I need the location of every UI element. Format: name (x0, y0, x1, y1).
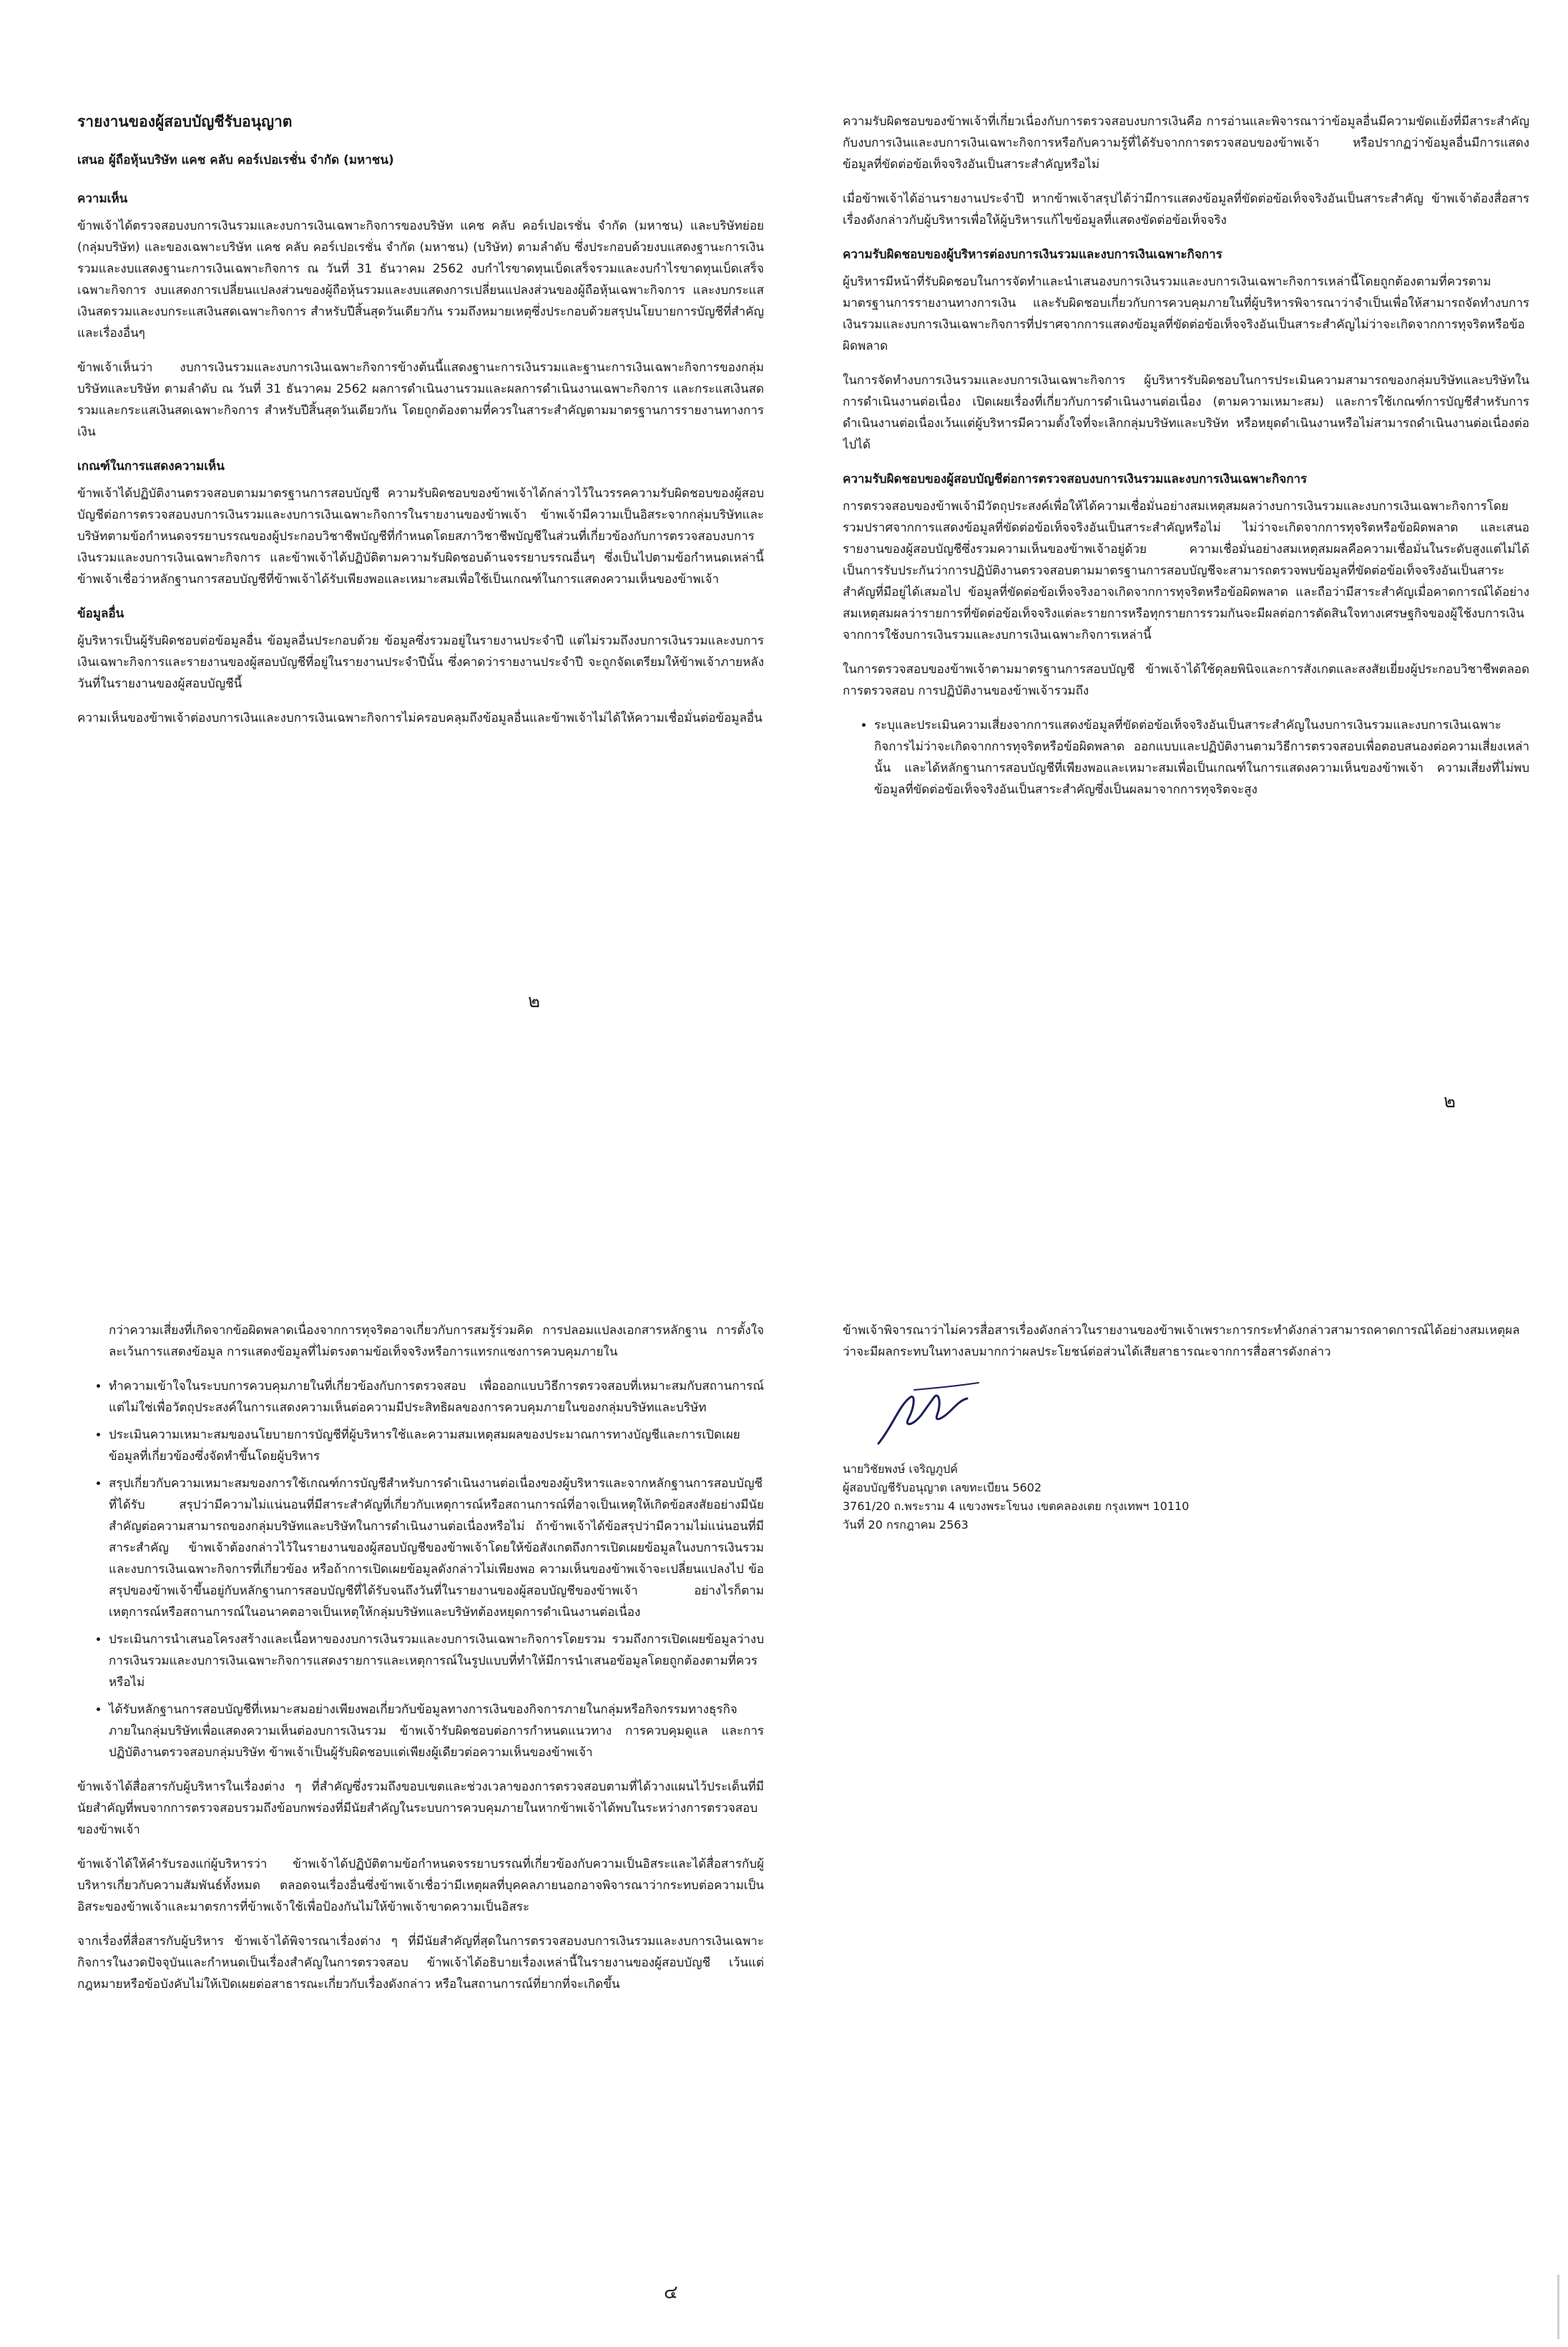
basis-paragraph: ข้าพเจ้าได้ปฏิบัติงานตรวจสอบตามมาตรฐานการสอบบัญชี ความรับผิดชอบของข้าพเจ้าได้กล่าวไว้ในวรรคความรับผิดชอบของผู้สอบบัญชีต่อการตรวจสอบงบการเงินรวมและงบการเงินเฉพาะกิจการในรายงานของข้าพเจ้า ข้าพเจ้ามีความเป็นอิสระจากกลุ่มบริษัทและบริษัทตามข้อกำหนดจรรยาบรรณของผู้ประกอบวิชาชีพบัญชีที่กำหนดโดยสภาวิชาชีพบัญชีในส่วนที่เกี่ยวข้องกับการตรวจสอบงบการเงินรวมและงบการเงินเฉพาะกิจการ และข้าพเจ้าได้ปฏิบัติตามความรับผิดชอบด้านจรรยาบรรณอื่นๆ ซึ่งเป็นไปตามข้อกำหนดเหล่านี้ ข้าพเจ้าเชื่อว่าหลักฐานการสอบบัญชีที่ข้าพเจ้าได้รับเพียงพอและเหมาะสมเพื่อใช้เป็นเกณฑ์ในการแสดงความเห็นของข้าพเจ้า (77, 486, 764, 587)
auditor-responsibility-heading: ความรับผิดชอบของผู้สอบบัญชีต่อการตรวจสอบงบการเงินรวมและงบการเงินเฉพาะกิจการ (843, 472, 1308, 486)
report-page-4 (843, 1320, 1529, 1677)
report-page-3 (77, 1320, 764, 2307)
list-item: • ประเมินการนำเสนอโครงสร้างและเนื้อหาของงบการเงินรวมและงบการเงินเฉพาะกิจการโดยรวม รวมถึงการเปิดเผยข้อมูลว่างบการเงินรวมและงบการเงินเฉพาะกิจการแสดงรายการและเหตุการณ์ในรูปแบบที่ทำให้มีการนำเสนอข้อมูลโดยถูกต้องตามที่ควรหรือไม่ (109, 1629, 764, 1693)
independence-paragraph: ข้าพเจ้าได้ให้คำรับรองแก่ผู้บริหารว่า ข้าพเจ้าได้ปฏิบัติตามข้อกำหนดจรรยาบรรณที่เกี่ยวข้องกับความเป็นอิสระและได้สื่อสารกับผู้บริหารเกี่ยวกับความสัมพันธ์ทั้งหมด ตลอดจนเรื่องอื่นซึ่งข้าพเจ้าเชื่อว่ามีเหตุผลที่บุคคลภายนอกอาจพิจารณาว่ากระทบต่อความเป็นอิสระของข้าพเจ้าและมาตรการที่ข้าพเจ้าใช้เพื่อป้องกันไม่ให้ข้าพเจ้าขาดความเป็นอิสระ (77, 1857, 764, 1914)
auditor-address: 3761/20 ถ.พระราม 4 แขวงพระโขนง เขตคลองเตย กรุงเทพฯ 10110 (843, 1499, 1190, 1513)
auditor-name: นายวิชัยพงษ์ เจริญภูปค์ (843, 1462, 958, 1476)
management-paragraph-1: ผู้บริหารมีหน้าที่รับผิดชอบในการจัดทำและนำเสนองบการเงินรวมและงบการเงินเฉพาะกิจการเหล่านี้โดยถูกต้องตามที่ควรตามมาตรฐานการรายงานทางการเงิน และรับผิดชอบเกี่ยวกับการควบคุมภายในที่ผู้บริหารพิจารณาว่าจำเป็นเพื่อให้สามารถจัดทำงบการเงินรวมและงบการเงินเฉพาะกิจการที่ปราศจากการแสดงข้อมูลที่ขัดต่อข้อเท็จจริงอันเป็นสาระสำคัญไม่ว่าจะเกิดจากการทุจริตหรือข้อผิดพลาด (843, 275, 1529, 353)
management-responsibility-heading: ความรับผิดชอบของผู้บริหารต่องบการเงินรวมและงบการเงินเฉพาะกิจการ (843, 248, 1222, 262)
auditor-procedures-list (843, 715, 1529, 800)
other-info-paragraph-3: ความรับผิดชอบของข้าพเจ้าที่เกี่ยวเนื่องกับการตรวจสอบงบการเงินคือ การอ่านและพิจารณาว่าข้อมูลอื่นมีความขัดแย้งที่มีสาระสำคัญกับงบการเงินและงบการเงินเฉพาะกิจการหรือกับความรู้ที่ได้รับจากการตรวจสอบของข้าพเจ้า หรือปรากฏว่าข้อมูลอื่นมีการแสดงข้อมูลที่ขัดต่อข้อเท็จจริงอันเป็นสาระสำคัญหรือไม่ (843, 114, 1529, 172)
handwritten-signature (871, 1376, 1043, 1454)
non-communication-paragraph: ข้าพเจ้าพิจารณาว่าไม่ควรสื่อสารเรื่องดังกล่าวในรายงานของข้าพเจ้าเพราะการกระทำดังกล่าวสามารถคาดการณ์ได้อย่างสมเหตุผลว่าจะมีผลกระทบในทางลบมากกว่าผลประโยชน์ต่อส่วนได้เสียสาธารณะจากการสื่อสารดังกล่าว (843, 1323, 1520, 1359)
list-item: • ประเมินความเหมาะสมของนโยบายการบัญชีที่ผู้บริหารใช้และความสมเหตุสมผลของประมาณการทางบัญชีและการเปิดเผยข้อมูลที่เกี่ยวข้องซึ่งจัดทำขึ้นโดยผู้บริหาร (109, 1424, 764, 1467)
management-paragraph-2: ในการจัดทำงบการเงินรวมและงบการเงินเฉพาะกิจการ ผู้บริหารรับผิดชอบในการประเมินความสามารถของกลุ่มบริษัทและบริษัทในการดำเนินงานต่อเนื่อง เปิดเผยเรื่องที่เกี่ยวกับการดำเนินงานต่อเนื่อง (ตามความเหมาะสม) และการใช้เกณฑ์การบัญชีสำหรับการดำเนินงานต่อเนื่องเว้นแต่ผู้บริหารมีความตั้งใจที่จะเลิกกลุ่มบริษัทและบริษัท หรือหยุดดำเนินงานหรือไม่สามารถดำเนินงานต่อเนื่องต่อไปได้ (843, 373, 1529, 452)
other-info-paragraph-1: ผู้บริหารเป็นผู้รับผิดชอบต่อข้อมูลอื่น ข้อมูลอื่นประกอบด้วย ข้อมูลซึ่งรวมอยู่ในรายงานประจำปี แต่ไม่รวมถึงงบการเงินรวมและงบการเงินเฉพาะกิจการและรายงานของผู้สอบบัญชีที่อยู่ในรายงานประจำปีนั้น ซึ่งคาดว่ารายงานประจำปี จะถูกจัดเตรียมให้ข้าพเจ้าภายหลังวันที่ในรายงานของผู้สอบบัญชีนี้ (77, 634, 764, 691)
list-item: • สรุปเกี่ยวกับความเหมาะสมของการใช้เกณฑ์การบัญชีสำหรับการดำเนินงานต่อเนื่องของผู้บริหารและจากหลักฐานการสอบบัญชีที่ได้รับ สรุปว่ามีความไม่แน่นอนที่มีสาระสำคัญที่เกี่ยวกับเหตุการณ์หรือสถานการณ์ที่อาจเป็นเหตุให้เกิดข้อสงสัยอย่างมีนัยสำคัญต่อความสามารถของกลุ่มบริษัทและบริษัทในการดำเนินงานต่อเนื่องหรือไม่ ถ้าข้าพเจ้าได้ข้อสรุปว่ามีความไม่แน่นอนที่มีสาระสำคัญ ข้าพเจ้าต้องกล่าวไว้ในรายงานของผู้สอบบัญชีของข้าพเจ้าโดยให้ข้อสังเกตถึงการเปิดเผยข้อมูลในงบการเงินรวมและงบการเงินเฉพาะกิจการที่เกี่ยวข้อง หรือถ้าการเปิดเผยข้อมูลดังกล่าวไม่เพียงพอ ความเห็นของข้าพเจ้าจะเปลี่ยนแปลงไป ข้อสรุปของข้าพเจ้าขึ้นอยู่กับหลักฐานการสอบบัญชีที่ได้รับจนถึงวันที่ในรายงานของผู้สอบบัญชีของข้าพเจ้า อย่างไรก็ตาม เหตุการณ์หรือสถานการณ์ในอนาคตอาจเป็นเหตุให้กลุ่มบริษัทและบริษัทต้องหยุดการดำเนินงานต่อเนื่อง (109, 1473, 764, 1623)
auditor-signature-block (843, 1460, 1529, 1534)
list-item: • ได้รับหลักฐานการสอบบัญชีที่เหมาะสมอย่างเพียงพอเกี่ยวกับข้อมูลทางการเงินของกิจการภายในกลุ่มหรือกิจกรรมทางธุรกิจภายในกลุ่มบริษัทเพื่อแสดงความเห็นต่องบการเงินรวม ข้าพเจ้ารับผิดชอบต่อการกำหนดแนวทาง การควบคุมดูแล และการปฏิบัติงานตรวจสอบกลุ่มบริษัท ข้าพเจ้าเป็นผู้รับผิดชอบแต่เพียงผู้เดียวต่อความเห็นของข้าพเจ้า (109, 1699, 764, 1763)
scan-edge-mark (1557, 2275, 1559, 2339)
other-info-paragraph-2: ความเห็นของข้าพเจ้าต่องบการเงินและงบการเงินเฉพาะกิจการไม่ครอบคลุมถึงข้อมูลอื่นและข้าพเจ้าไม่ได้ให้ความเชื่อมั่นต่อข้อมูลอื่น (77, 711, 763, 725)
bullet-continuation: กว่าความเสี่ยงที่เกิดจากข้อผิดพลาดเนื่องจากการทุจริตอาจเกี่ยวกับการสมรู้ร่วมคิด การปลอมแปลงเอกสารหลักฐาน การตั้งใจละเว้นการแสดงข้อมูล การแสดงข้อมูลที่ไม่ตรงตามข้อเท็จจริงหรือการแทรกแซงการควบคุมภายใน (109, 1323, 764, 1359)
opinion-heading: ความเห็น (77, 192, 128, 206)
opinion-paragraph-1: ข้าพเจ้าได้ตรวจสอบงบการเงินรวมและงบการเงินเฉพาะกิจการของบริษัท แคช คลับ คอร์เปอเรชั่น จำกัด (มหาชน) และบริษัทย่อย (กลุ่มบริษัท) และของเฉพาะบริษัท แคช คลับ คอร์เปอเรชั่น จำกัด (มหาชน) (บริษัท) ตามลำดับ ซึ่งประกอบด้วยงบแสดงฐานะการเงินรวมและงบแสดงฐานะการเงินเฉพาะกิจการ ณ วันที่ 31 ธันวาคม 2562 งบกำไรขาดทุนเบ็ดเสร็จรวมและงบกำไรขาดทุนเบ็ดเสร็จเฉพาะกิจการ งบแสดงการเปลี่ยนแปลงส่วนของผู้ถือหุ้นรวมและงบแสดงการเปลี่ยนแปลงส่วนของผู้ถือหุ้นเฉพาะกิจการ และงบกระแสเงินสดรวมและงบกระแสเงินสดเฉพาะกิจการ สำหรับปีสิ้นสุดวันเดียวกัน รวมถึงหมายเหตุซึ่งประกอบด้วยสรุปนโยบายการบัญชีที่สำคัญและเรื่องอื่นๆ (77, 219, 764, 340)
auditor-procedures-list-continued (77, 1376, 764, 1763)
opinion-paragraph-2: ข้าพเจ้าเห็นว่า งบการเงินรวมและงบการเงินเฉพาะกิจการข้างต้นนี้แสดงฐานะการเงินรวมและฐานะการเงินเฉพาะกิจการของกลุ่มบริษัทและบริษัท ตามลำดับ ณ วันที่ 31 ธันวาคม 2562 ผลการดำเนินงานรวมและผลการดำเนินงานเฉพาะกิจการ และกระแสเงินสดรวมและกระแสเงินสดเฉพาะกิจการ สำหรับปีสิ้นสุดวันเดียวกัน โดยถูกต้องตามที่ควรในสาระสำคัญตามมาตรฐานการรายงานทางการเงิน (77, 361, 764, 439)
auditor-paragraph-1: การตรวจสอบของข้าพเจ้ามีวัตถุประสงค์เพื่อให้ได้ความเชื่อมั่นอย่างสมเหตุสมผลว่างบการเงินรวมและงบการเงินเฉพาะกิจการโดยรวมปราศจากการแสดงข้อมูลที่ขัดต่อข้อเท็จจริงอันเป็นสาระสำคัญหรือไม่ ไม่ว่าจะเกิดจากการทุจริตหรือข้อผิดพลาด และเสนอรายงานของผู้สอบบัญชีซึ่งรวมความเห็นของข้าพเจ้าอยู่ด้วย ความเชื่อมั่นอย่างสมเหตุสมผลคือความเชื่อมั่นในระดับสูงแต่ไม่ได้เป็นการรับประกันว่าการปฏิบัติงานตรวจสอบตามมาตรฐานการสอบบัญชีจะสามารถตรวจพบข้อมูลที่ขัดต่อข้อเท็จจริงอันเป็นสาระสำคัญที่มีอยู่ได้เสมอไป ข้อมูลที่ขัดต่อข้อเท็จจริงอาจเกิดจากการทุจริตหรือข้อผิดพลาด และถือว่ามีสาระสำคัญเมื่อคาดการณ์ได้อย่างสมเหตุสมผลว่ารายการที่ขัดต่อข้อเท็จจริงแต่ละรายการหรือทุกรายการรวมกันจะมีผลต่อการตัดสินใจทางเศรษฐกิจของผู้ใช้งบการเงินจากการใช้งบการเงินรวมและงบการเงินเฉพาะกิจการเหล่านี้ (843, 499, 1529, 642)
page-number-mark: ๔ (664, 2282, 678, 2303)
governance-communication-paragraph: ข้าพเจ้าได้สื่อสารกับผู้บริหารในเรื่องต่าง ๆ ที่สำคัญซึ่งรวมถึงขอบเขตและช่วงเวลาของการตรวจสอบตามที่ได้วางแผนไว้ประเด็นที่มีนัยสำคัญที่พบจากการตรวจสอบรวมถึงข้อบกพร่องที่มีนัยสำคัญในระบบการควบคุมภายในหากข้าพเจ้าได้พบในระหว่างการตรวจสอบของข้าพเจ้า (77, 1780, 764, 1837)
list-item: • ทำความเข้าใจในระบบการควบคุมภายในที่เกี่ยวข้องกับการตรวจสอบ เพื่อออกแบบวิธีการตรวจสอบที่เหมาะสมกับสถานการณ์ แต่ไม่ใช่เพื่อวัตถุประสงค์ในการแสดงความเห็นต่อความมีประสิทธิผลของการควบคุมภายในของกลุ่มบริษัทและบริษัท (109, 1376, 764, 1419)
key-matters-paragraph: จากเรื่องที่สื่อสารกับผู้บริหาร ข้าพเจ้าได้พิจารณาเรื่องต่าง ๆ ที่มีนัยสำคัญที่สุดในการตรวจสอบงบการเงินรวมและงบการเงินเฉพาะกิจการในงวดปัจจุบันและกำหนดเป็นเรื่องสำคัญในการตรวจสอบ ข้าพเจ้าได้อธิบายเรื่องเหล่านี้ในรายงานของผู้สอบบัญชี เว้นแต่กฎหมายหรือข้อบังคับไม่ให้เปิดเผยต่อสาธารณะเกี่ยวกับเรื่องดังกล่าว หรือในสถานการณ์ที่ยากที่จะเกิดขึ้น (77, 1934, 764, 1991)
auditor-paragraph-2: ในการตรวจสอบของข้าพเจ้าตามมาตรฐานการสอบบัญชี ข้าพเจ้าได้ใช้ดุลยพินิจและการสังเกตและสงสัยเยี่ยงผู้ประกอบวิชาชีพตลอดการตรวจสอบ การปฏิบัติงานของข้าพเจ้ารวมถึง (843, 662, 1529, 698)
list-item: • ระบุและประเมินความเสี่ยงจากการแสดงข้อมูลที่ขัดต่อข้อเท็จจริงอันเป็นสาระสำคัญในงบการเงินรวมและงบการเงินเฉพาะกิจการไม่ว่าจะเกิดจากการทุจริตหรือข้อผิดพลาด ออกแบบและปฏิบัติงานตามวิธีการตรวจสอบเพื่อตอบสนองต่อความเสี่ยงเหล่านั้น และได้หลักฐานการสอบบัญชีที่เพียงพอและเหมาะสมเพื่อเป็นเกณฑ์ในการแสดงความเห็นของข้าพเจ้า ความเสี่ยงที่ไม่พบข้อมูลที่ขัดต่อข้อเท็จจริงอันเป็นสาระสำคัญซึ่งเป็นผลมาจากการทุจริตจะสูง (874, 715, 1529, 800)
other-info-heading: ข้อมูลอื่น (77, 607, 124, 621)
other-info-paragraph-4: เมื่อข้าพเจ้าได้อ่านรายงานประจำปี หากข้าพเจ้าสรุปได้ว่ามีการแสดงข้อมูลที่ขัดต่อข้อเท็จจริงอันเป็นสาระสำคัญ ข้าพเจ้าต้องสื่อสารเรื่องดังกล่าวกับผู้บริหารเพื่อให้ผู้บริหารแก้ไขข้อมูลที่แสดงขัดต่อข้อเท็จจริง (843, 192, 1529, 227)
auditor-license: ผู้สอบบัญชีรับอนุญาต เลขทะเบียน 5602 (843, 1481, 1042, 1494)
report-page-1 (77, 111, 764, 1069)
basis-heading: เกณฑ์ในการแสดงความเห็น (77, 459, 225, 474)
page-number-mark: ๒ (1444, 1091, 1456, 1112)
report-page-2 (843, 111, 1529, 1112)
report-date: วันที่ 20 กรกฎาคม 2563 (843, 1518, 969, 1532)
report-title: รายงานของผู้สอบบัญชีรับอนุญาต (77, 113, 293, 130)
page-number-mark: ๒ (528, 991, 541, 1012)
report-addressee: เสนอ ผู้ถือหุ้นบริษัท แคช คลับ คอร์เปอเรชั่น จำกัด (มหาชน) (77, 153, 394, 167)
